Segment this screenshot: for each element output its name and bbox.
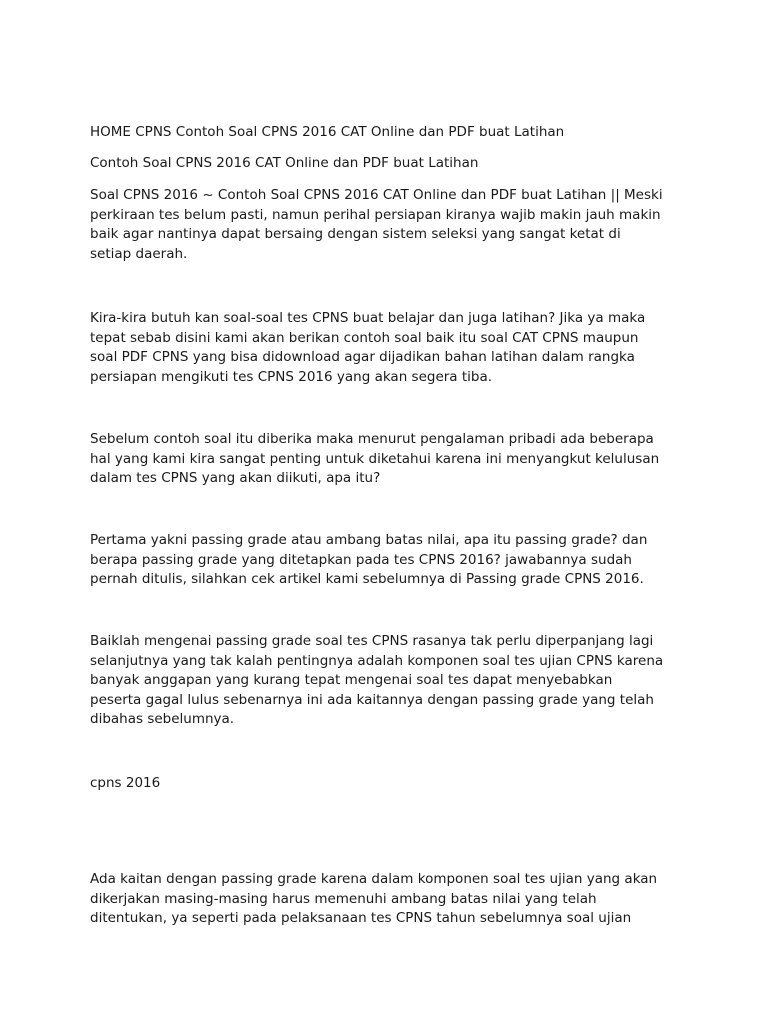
text-line: tepat sebab disini kami akan berikan contoh soal baik itu soal CAT CPNS maupun xyxy=(90,329,639,346)
text-line: selanjutnya yang tak kalah pentingnya adalah komponen soal tes ujian CPNS karena xyxy=(90,652,664,669)
text-line: setiap daerah. xyxy=(90,245,188,262)
text-line: Ada kaitan dengan passing grade karena dalam komponen soal tes ujian yang akan xyxy=(90,871,658,887)
text-line: perkiraan tes belum pasti, namun perihal persiapan kiranya wajib makin jauh makin xyxy=(90,206,661,223)
text-line: peserta gagal lulus sebenarnya ini ada kaitannya dengan passing grade yang telah xyxy=(90,691,654,708)
paragraph-components xyxy=(90,632,663,730)
paragraph-intro xyxy=(90,186,663,264)
text-line: berapa passing grade yang ditetapkan pada tes CPNS 2016? jawabannya sudah xyxy=(90,551,632,568)
text-line: Baiklah mengenai passing grade soal tes CPNS rasanya tak perlu diperpanjang lagi xyxy=(90,633,654,649)
text-line: soal PDF CPNS yang bisa didownload agar dijadikan bahan latihan dalam rangka xyxy=(90,349,635,365)
text-line: dibahas sebelumnya. xyxy=(90,711,235,727)
text-line: Soal CPNS 2016 ~ Contoh Soal CPNS 2016 CAT Online dan PDF buat Latihan || Meski xyxy=(90,187,663,203)
text-line: dalam tes CPNS yang akan diikuti, apa itu? xyxy=(90,470,381,486)
paragraph-before-examples xyxy=(90,430,659,489)
image-caption: cpns 2016 xyxy=(90,775,161,791)
text-line: persiapan mengikuti tes CPNS 2016 yang akan segera tiba. xyxy=(90,368,493,385)
text-line: hal yang kami kira sangat penting untuk diketahui karena ini menyangkut kelulusan xyxy=(90,450,660,467)
page-title: Contoh Soal CPNS 2016 CAT Online dan PDF buat Latihan xyxy=(90,155,479,171)
text-line: dikerjakan masing-masing harus memenuhi ambang batas nilai yang telah xyxy=(90,890,597,907)
paragraph-relation xyxy=(90,870,657,929)
text-line: baik agar nantinya dapat bersaing dengan sistem seleksi yang sangat ketat di xyxy=(90,226,621,242)
paragraph-passing-grade xyxy=(90,531,647,590)
paragraph-question xyxy=(90,309,645,387)
text-line: banyak anggapan yang kurang tepat mengenai soal tes dapat menyebabkan xyxy=(90,672,613,688)
text-line: pernah ditulis, silahkan cek artikel kami sebelumnya di Passing grade CPNS 2016. xyxy=(90,571,644,587)
breadcrumb: HOME CPNS Contoh Soal CPNS 2016 CAT Online dan PDF buat Latihan xyxy=(90,124,565,140)
text-line: Sebelum contoh soal itu diberika maka menurut pengalaman pribadi ada beberapa xyxy=(90,431,654,447)
text-line: Pertama yakni passing grade atau ambang batas nilai, apa itu passing grade? dan xyxy=(90,532,648,548)
text-line: ditentukan, ya seperti pada pelaksanaan tes CPNS tahun sebelumnya soal ujian xyxy=(90,910,632,926)
text-line: Kira-kira butuh kan soal-soal tes CPNS buat belajar dan juga latihan? Jika ya maka xyxy=(90,310,646,326)
